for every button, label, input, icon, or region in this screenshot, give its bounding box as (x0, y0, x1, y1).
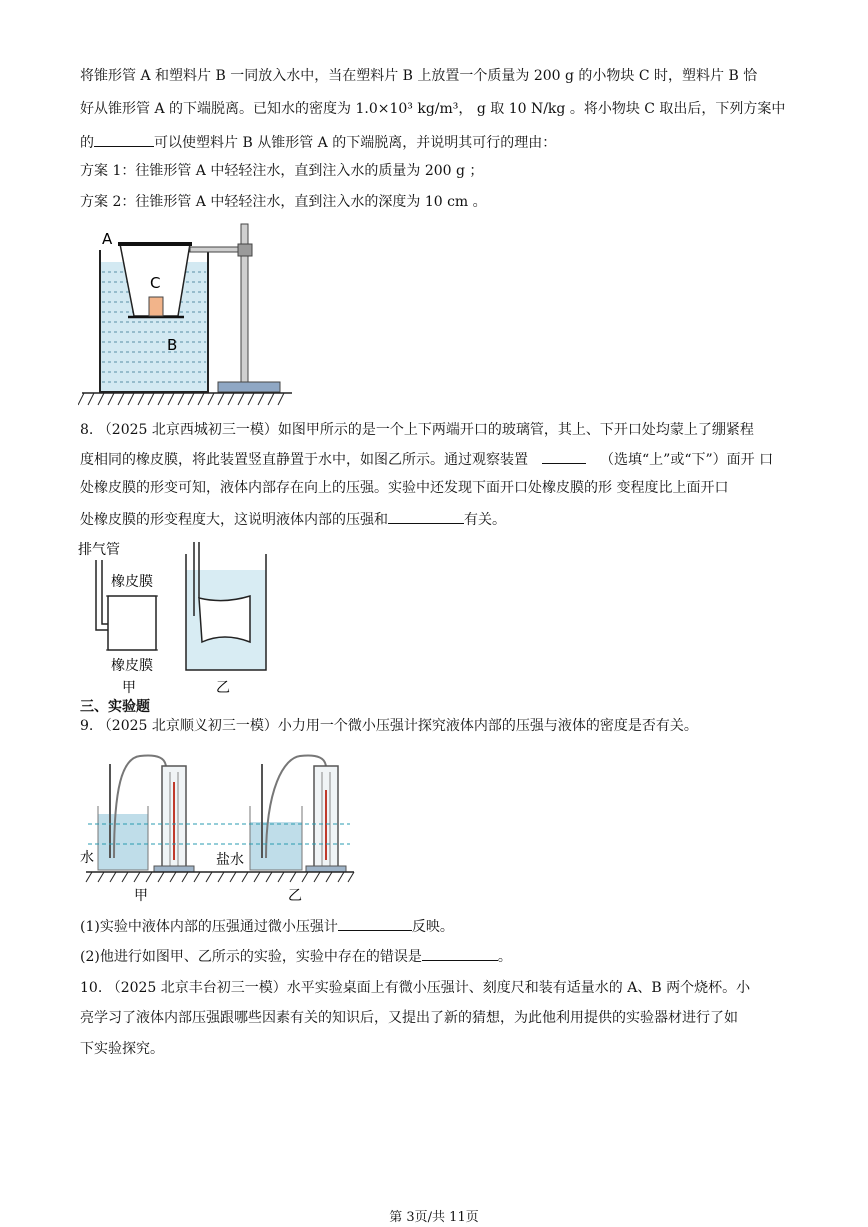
label-c: C (150, 274, 161, 292)
block-c (149, 297, 163, 316)
stand-base (218, 382, 280, 392)
label-membrane-bottom: 橡皮膜 (111, 658, 153, 674)
glass-tube-jia (108, 596, 156, 650)
p8-line-4 (80, 509, 506, 530)
beaker-water-jia (98, 814, 148, 870)
p7-scheme-2: 方案 2：往锥形管 A 中轻轻注水，直到注入水的深度为 10 cm 。 (80, 194, 487, 210)
label-exhaust-pipe: 排气管 (78, 542, 120, 558)
p7-figure (78, 220, 298, 410)
p7-line-3 (80, 132, 556, 153)
p8-blank-1[interactable] (542, 449, 586, 464)
glass-tube-yi (199, 596, 250, 642)
clamp-boss (238, 244, 252, 256)
p7-line-3-prefix: 的 (80, 135, 94, 151)
label-yi: 乙 (216, 680, 230, 696)
p9-q2-blank[interactable] (422, 946, 498, 961)
p9-q2-suffix: 。 (497, 949, 512, 965)
p9-q1 (80, 916, 454, 937)
p9-q2-prefix: (2)他进行如图甲、乙所示的实验，实验中存在的错误是 (80, 949, 422, 965)
p10-line-2: 亮学习了液体内部压强跟哪些因素有关的知识后，又提出了新的猜想，为此他利用提供的实验器材进行了如 (80, 1010, 738, 1026)
page-footer: 第 3页/共 11页 (389, 1210, 479, 1225)
p8-line-4-suffix: 有关。 (464, 512, 506, 528)
label-b: B (167, 336, 178, 354)
p10-line-1: 10. （2025 北京丰台初三一模）水平实验桌面上有微小压强计、刻度尺和装有适量水的 A、B 两个烧杯。小 (80, 980, 751, 996)
p7-line-3-text: 可以使塑料片 B 从锥形管 A 的下端脱离，并说明其可行的理由： (154, 135, 557, 151)
p10-line-3: 下实验探究。 (80, 1041, 164, 1057)
label-jia: 甲 (122, 680, 136, 696)
p7-line-2: 好从锥形管 A 的下端脱离。已知水的密度为 1.0×10³ kg/m³， g 取 10 N/kg 。将小物块 C 取出后，下列方案中 (80, 101, 786, 117)
p8-line-2-text: 度相同的橡皮膜，将此装置竖直静置于水中，如图乙所示。通过观察装置 (80, 452, 528, 468)
p8-line-2-suffix: （选填“上”或“下”）面开 口 (600, 452, 774, 468)
beaker-saltwater-yi (250, 822, 302, 870)
label-saltwater: 盐水 (216, 852, 244, 868)
p9-figure (78, 748, 358, 908)
p8-line-2 (80, 449, 773, 470)
p9-q1-suffix: 反映。 (411, 919, 454, 935)
label-water: 水 (80, 850, 94, 866)
p9-title: 9. （2025 北京顺义初三一模）小力用一个微小压强计探究液体内部的压强与液体的密度是否有关。 (80, 718, 698, 734)
p8-line-3: 处橡皮膜的形变可知，液体内部存在向上的压强。实验中还发现下面开口处橡皮膜的形 变程度比上面开口 (80, 480, 729, 496)
p9-q2 (80, 946, 512, 967)
label-membrane-top: 橡皮膜 (111, 574, 153, 590)
p7-line-1: 将锥形管 A 和塑料片 B 一同放入水中，当在塑料片 B 上放置一个质量为 200 g 的小物块 C 时，塑料片 B 恰 (80, 68, 758, 84)
label-yi-9: 乙 (288, 888, 302, 904)
p9-q1-prefix: (1)实验中液体内部的压强通过微小压强计 (80, 919, 338, 935)
p9-q1-blank[interactable] (338, 916, 412, 931)
p8-line-4-text: 处橡皮膜的形变程度大，这说明液体内部的压强和 (80, 512, 388, 528)
p8-figure (78, 540, 278, 700)
p8-line-1: 8. （2025 北京西城初三一模）如图甲所示的是一个上下两端开口的玻璃管，其上、下开口处均蒙上了绷紧程 (80, 422, 754, 438)
label-a: A (102, 230, 113, 248)
label-jia-9: 甲 (134, 888, 148, 904)
p7-scheme-1: 方案 1：往锥形管 A 中轻轻注水，直到注入水的质量为 200 g ； (80, 163, 484, 179)
p8-blank-2[interactable] (388, 509, 464, 524)
p7-answer-blank[interactable] (94, 132, 154, 147)
section-title: 三、实验题 (80, 699, 150, 715)
